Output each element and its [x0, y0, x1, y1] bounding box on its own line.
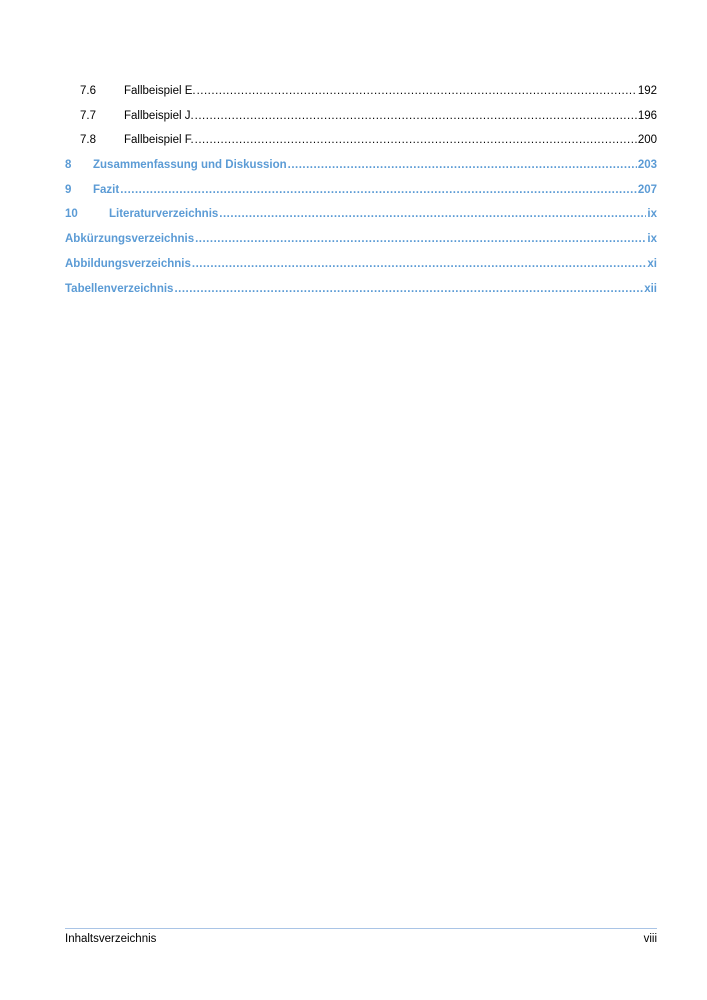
toc-entry-7-7[interactable] [65, 110, 657, 135]
toc-entry-8[interactable] [65, 159, 657, 184]
toc-dot-leader [197, 85, 637, 97]
toc-entry-page: xi [647, 257, 657, 270]
toc-entry-title: Fallbeispiel E. [124, 85, 196, 97]
footer-section-title: Inhaltsverzeichnis [65, 933, 157, 945]
toc-entry-page: 196 [637, 109, 657, 122]
toc-entry-page: ix [647, 208, 657, 221]
toc-entry-title: Fallbeispiel F. [124, 134, 194, 147]
toc-entry-number: 10 [65, 208, 78, 221]
page-footer [65, 928, 657, 945]
toc-entry-page: ix [647, 233, 657, 246]
toc-entry-10[interactable] [65, 208, 657, 233]
toc-entry-abkuerzungsverzeichnis[interactable] [65, 233, 657, 258]
toc-dot-leader [120, 184, 637, 196]
toc-entry-title: Literaturverzeichnis [109, 208, 219, 221]
toc-entry-number: 7.7 [80, 109, 96, 122]
toc-entry-number: 7.6 [80, 85, 96, 97]
toc-entry-page: xii [644, 282, 657, 295]
toc-entry-abbildungsverzeichnis[interactable] [65, 258, 657, 283]
toc-entry-title: Zusammenfassung und Diskussion [93, 159, 287, 172]
toc-entry-page: 192 [637, 85, 657, 97]
toc-entry-number: 9 [65, 183, 72, 196]
toc-entry-7-6[interactable] [65, 85, 657, 110]
toc-entry-title: Fallbeispiel J. [124, 109, 194, 122]
toc-entry-7-8[interactable] [65, 134, 657, 159]
toc-dot-leader [195, 233, 646, 245]
toc-dot-leader [195, 110, 637, 122]
toc-dot-leader [288, 159, 637, 171]
table-of-contents [65, 85, 657, 307]
toc-dot-leader [174, 283, 643, 295]
toc-entry-title: Abkürzungsverzeichnis [65, 233, 195, 246]
toc-entry-9[interactable] [65, 184, 657, 209]
toc-entry-title: Fazit [93, 183, 120, 196]
toc-entry-tabellenverzeichnis[interactable] [65, 283, 657, 308]
toc-entry-title: Abbildungsverzeichnis [65, 257, 191, 270]
toc-entry-page: 207 [637, 183, 657, 196]
toc-entry-title: Tabellenverzeichnis [65, 282, 174, 295]
toc-entry-number: 7.8 [80, 134, 96, 147]
toc-entry-number: 8 [65, 159, 72, 172]
footer-page-number: viii [643, 933, 657, 945]
toc-dot-leader [195, 134, 637, 146]
toc-entry-page: 200 [637, 134, 657, 147]
toc-dot-leader [192, 258, 647, 270]
toc-entry-page: 203 [637, 159, 657, 172]
toc-dot-leader [219, 208, 646, 220]
